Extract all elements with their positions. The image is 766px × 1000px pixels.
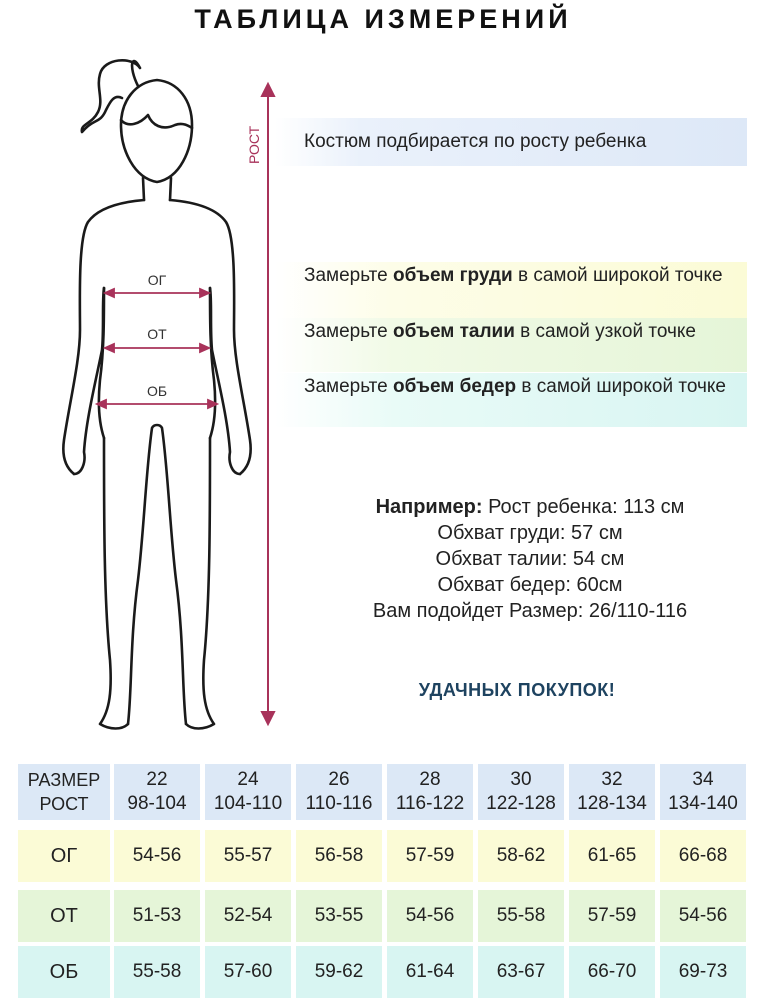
example-line-3: Обхват талии: 54 см <box>435 548 625 570</box>
table-cell <box>205 946 291 998</box>
table-row-label <box>18 830 110 882</box>
table-cell <box>114 830 200 882</box>
table-header-cell <box>660 764 746 820</box>
table-cell <box>296 830 382 882</box>
height-range: 98-104 <box>127 793 187 814</box>
measurement-range: 54-56 <box>132 845 182 866</box>
table-header-cell <box>478 764 564 820</box>
table-row-label <box>18 890 110 942</box>
example-block <box>300 494 760 624</box>
waist-note-bold: объем талии <box>393 321 515 342</box>
measurement-range: 58-62 <box>496 845 546 866</box>
hips-arrow <box>97 400 217 408</box>
waist-arrow <box>105 344 209 352</box>
header-height-label: РОСТ <box>39 794 89 814</box>
hips-note <box>275 373 747 427</box>
row-label-text: ОБ <box>49 961 79 983</box>
measurement-range: 57-59 <box>587 905 637 926</box>
hips-label: ОБ <box>146 383 168 399</box>
measurement-range: 56-58 <box>314 845 364 866</box>
height-range: 116-122 <box>395 793 465 814</box>
hips-note-post: в самой широкой точке <box>516 376 726 397</box>
measurement-range: 59-62 <box>314 961 364 982</box>
measurement-range: 55-57 <box>223 845 273 866</box>
measurement-range: 66-68 <box>678 845 728 866</box>
table-header-cell <box>114 764 200 820</box>
measurement-range: 63-67 <box>496 961 546 982</box>
table-header-label <box>18 764 110 820</box>
body-diagram <box>0 0 300 740</box>
waist-note <box>275 318 747 372</box>
height-range: 104-110 <box>213 793 283 814</box>
table-cell <box>114 946 200 998</box>
height-label: РОСТ <box>246 125 262 164</box>
table-cell <box>387 890 473 942</box>
table-cell <box>660 946 746 998</box>
chest-arrow <box>105 289 209 297</box>
size-value: 22 <box>146 769 168 790</box>
table-cell <box>569 946 655 998</box>
table-cell <box>569 890 655 942</box>
chest-note <box>275 262 747 318</box>
size-value: 30 <box>510 769 532 790</box>
size-value: 26 <box>328 769 350 790</box>
measurement-range: 55-58 <box>132 961 182 982</box>
table-cell <box>478 890 564 942</box>
closing-text: УДАЧНЫХ ПОКУПОК! <box>418 680 616 700</box>
height-note <box>275 118 747 166</box>
table-cell <box>478 830 564 882</box>
measurement-range: 61-64 <box>405 961 455 982</box>
table-cell <box>478 946 564 998</box>
table-cell <box>387 946 473 998</box>
measurement-range: 52-54 <box>223 905 273 926</box>
size-value: 32 <box>601 769 623 790</box>
measurement-range: 54-56 <box>678 905 728 926</box>
measurement-range: 57-59 <box>405 845 455 866</box>
hips-note-pre: Замерьте <box>304 376 393 397</box>
waist-label: ОТ <box>147 326 167 342</box>
table-cell <box>296 890 382 942</box>
table-header-cell <box>387 764 473 820</box>
chest-note-bold: объем груди <box>393 265 513 286</box>
height-range: 122-128 <box>486 793 556 814</box>
height-note-text: Костюм подбирается по росту ребенка <box>304 131 647 152</box>
table-row-label <box>18 946 110 998</box>
chest-note-pre: Замерьте <box>304 265 393 286</box>
size-value: 34 <box>692 769 714 790</box>
table-header-cell <box>569 764 655 820</box>
table-cell <box>660 890 746 942</box>
measurement-range: 51-53 <box>132 905 182 926</box>
height-range: 128-134 <box>577 793 647 814</box>
table-header-cell <box>205 764 291 820</box>
measurement-range: 53-55 <box>314 905 364 926</box>
measurement-range: 66-70 <box>587 961 637 982</box>
measurement-range: 57-60 <box>223 961 273 982</box>
table-cell <box>296 946 382 998</box>
table-cell <box>660 830 746 882</box>
example-line-5: Вам подойдет Размер: 26/110-116 <box>372 600 688 622</box>
chest-note-post: в самой широкой точке <box>512 265 723 286</box>
example-line-2: Обхват груди: 57 см <box>437 522 623 544</box>
size-value: 28 <box>419 769 441 790</box>
size-value: 24 <box>237 769 259 790</box>
example-line-1-text: Рост ребенка: 113 см <box>482 496 685 518</box>
row-label-text: ОТ <box>50 905 78 927</box>
table-cell <box>205 830 291 882</box>
table-cell <box>387 830 473 882</box>
waist-note-post: в самой узкой точке <box>514 321 696 342</box>
measurement-range: 54-56 <box>405 905 455 926</box>
table-cell <box>569 830 655 882</box>
example-line-1 <box>300 494 760 520</box>
example-line-4: Обхват бедер: 60см <box>437 574 623 596</box>
page-title: ТАБЛИЦА ИЗМЕРЕНИЙ <box>194 4 572 34</box>
measurement-range: 61-65 <box>587 845 637 866</box>
waist-note-pre: Замерьте <box>304 321 393 342</box>
table-cell <box>205 890 291 942</box>
row-label-text: ОГ <box>50 845 78 867</box>
height-arrow <box>262 84 274 724</box>
table-header-cell <box>296 764 382 820</box>
measurement-range: 55-58 <box>496 905 546 926</box>
measurement-range: 69-73 <box>678 961 728 982</box>
table-cell <box>114 890 200 942</box>
height-range: 110-116 <box>305 793 373 814</box>
example-bold: Например: <box>375 496 483 518</box>
hips-note-bold: объем бедер <box>393 376 517 397</box>
header-size-label: РАЗМЕР <box>27 770 101 790</box>
height-range: 134-140 <box>668 793 738 814</box>
chest-label: ОГ <box>147 272 167 288</box>
